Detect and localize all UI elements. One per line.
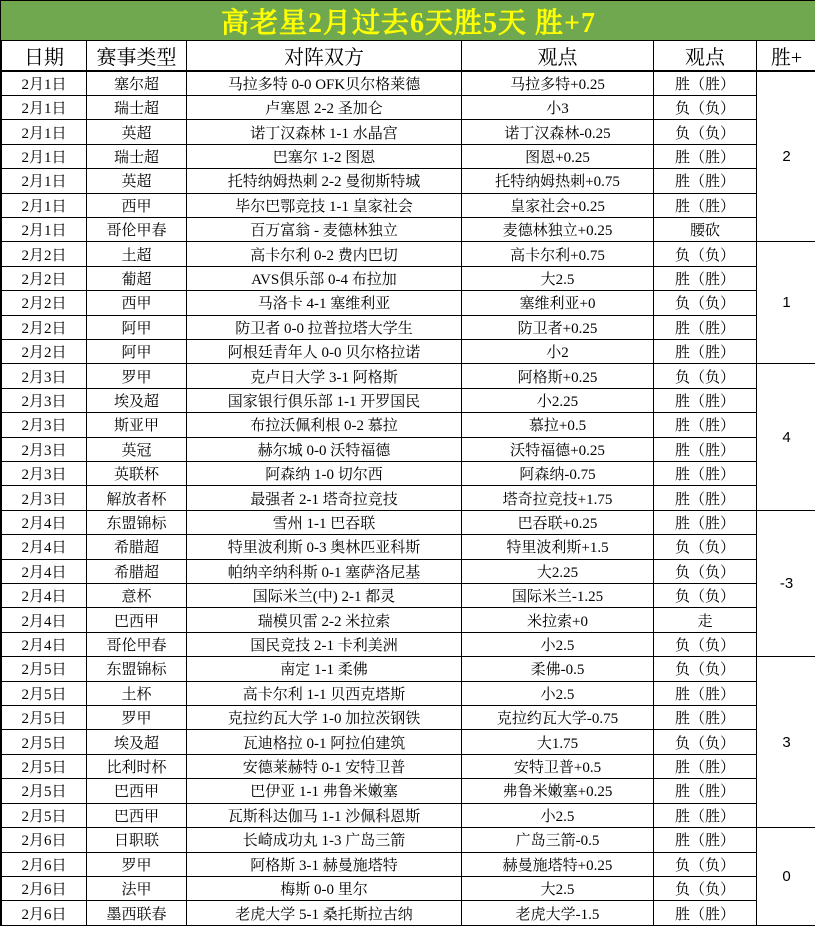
- date-cell: 2月3日: [2, 364, 87, 388]
- pick-cell: 巴吞联+0.25: [462, 510, 654, 534]
- result-cell: 负（负）: [654, 535, 757, 559]
- daily-score-cell: 2: [757, 71, 815, 242]
- date-cell: 2月4日: [2, 559, 87, 583]
- table-row: [2, 242, 815, 266]
- date-cell: 2月2日: [2, 242, 87, 266]
- result-cell: 胜（胜）: [654, 901, 757, 926]
- match-cell: 克卢日大学 3-1 阿格斯: [187, 364, 462, 388]
- pick-cell: 阿格斯+0.25: [462, 364, 654, 388]
- table-row: [2, 193, 815, 217]
- pick-cell: 米拉索+0: [462, 608, 654, 632]
- date-cell: 2月2日: [2, 291, 87, 315]
- match-cell: 国家银行俱乐部 1-1 开罗国民: [187, 388, 462, 412]
- date-cell: 2月2日: [2, 266, 87, 290]
- league-cell: 巴西甲: [87, 803, 187, 827]
- match-cell: 国际米兰(中) 2-1 都灵: [187, 584, 462, 608]
- pick-cell: 赫曼施塔特+0.25: [462, 852, 654, 876]
- result-cell: 负（负）: [654, 632, 757, 656]
- result-cell: 负（负）: [654, 559, 757, 583]
- table-row: [2, 437, 815, 461]
- league-cell: 英超: [87, 169, 187, 193]
- table-row: [2, 779, 815, 803]
- result-cell: 走: [654, 608, 757, 632]
- pick-cell: 柔佛-0.5: [462, 657, 654, 681]
- match-cell: 梅斯 0-0 里尔: [187, 876, 462, 900]
- match-cell: 老虎大学 5-1 桑托斯拉古纳: [187, 901, 462, 926]
- league-cell: 英超: [87, 120, 187, 144]
- date-cell: 2月5日: [2, 657, 87, 681]
- match-cell: 阿森纳 1-0 切尔西: [187, 462, 462, 486]
- match-cell: 赫尔城 0-0 沃特福德: [187, 437, 462, 461]
- match-cell: 瓦迪格拉 0-1 阿拉伯建筑: [187, 730, 462, 754]
- date-cell: 2月3日: [2, 462, 87, 486]
- result-cell: 胜（胜）: [654, 486, 757, 510]
- table-row: [2, 510, 815, 534]
- match-cell: 防卫者 0-0 拉普拉塔大学生: [187, 315, 462, 339]
- league-cell: 东盟锦标: [87, 510, 187, 534]
- pick-cell: 广岛三箭-0.5: [462, 828, 654, 852]
- match-cell: 瓦斯科达伽马 1-1 沙佩科恩斯: [187, 803, 462, 827]
- table-row: [2, 486, 815, 510]
- pick-cell: 小2: [462, 339, 654, 363]
- date-cell: 2月4日: [2, 632, 87, 656]
- result-cell: 胜（胜）: [654, 828, 757, 852]
- pick-cell: 小2.5: [462, 803, 654, 827]
- result-cell: 负（负）: [654, 120, 757, 144]
- result-cell: 胜（胜）: [654, 510, 757, 534]
- league-cell: 阿甲: [87, 339, 187, 363]
- match-cell: 百万富翁 - 麦德林独立: [187, 217, 462, 241]
- table-row: [2, 291, 815, 315]
- column-header-date: 日期: [2, 41, 87, 72]
- result-cell: 胜（胜）: [654, 779, 757, 803]
- result-cell: 胜（胜）: [654, 339, 757, 363]
- result-cell: 负（负）: [654, 730, 757, 754]
- result-cell: 负（负）: [654, 657, 757, 681]
- column-header-match: 对阵双方: [187, 41, 462, 72]
- column-header-pick: 观点: [462, 41, 654, 72]
- result-cell: 负（负）: [654, 291, 757, 315]
- league-cell: 解放者杯: [87, 486, 187, 510]
- pick-cell: 麦德林独立+0.25: [462, 217, 654, 241]
- league-cell: 墨西联春: [87, 901, 187, 926]
- league-cell: 法甲: [87, 876, 187, 900]
- match-cell: 安德莱赫特 0-1 安特卫普: [187, 754, 462, 778]
- table-header-row: [2, 41, 815, 72]
- league-cell: 巴西甲: [87, 608, 187, 632]
- table-row: [2, 632, 815, 656]
- match-cell: 巴塞尔 1-2 图恩: [187, 144, 462, 168]
- table-row: [2, 730, 815, 754]
- league-cell: 哥伦甲春: [87, 217, 187, 241]
- pick-cell: 特里波利斯+1.5: [462, 535, 654, 559]
- date-cell: 2月1日: [2, 217, 87, 241]
- league-cell: 土超: [87, 242, 187, 266]
- column-header-league: 赛事类型: [87, 41, 187, 72]
- pick-cell: 小2.5: [462, 681, 654, 705]
- league-cell: 日职联: [87, 828, 187, 852]
- table-row: [2, 339, 815, 363]
- table-row: [2, 828, 815, 852]
- league-cell: 塞尔超: [87, 71, 187, 95]
- table-row: [2, 120, 815, 144]
- result-cell: 负（负）: [654, 242, 757, 266]
- match-cell: 最强者 2-1 塔奇拉竞技: [187, 486, 462, 510]
- match-cell: 卢塞恩 2-2 圣加仑: [187, 95, 462, 119]
- pick-cell: 皇家社会+0.25: [462, 193, 654, 217]
- date-cell: 2月1日: [2, 120, 87, 144]
- match-cell: 布拉沃佩利根 0-2 慕拉: [187, 413, 462, 437]
- pick-cell: 马拉多特+0.25: [462, 71, 654, 95]
- result-cell: 胜（胜）: [654, 462, 757, 486]
- league-cell: 希腊超: [87, 535, 187, 559]
- date-cell: 2月5日: [2, 803, 87, 827]
- result-cell: 胜（胜）: [654, 754, 757, 778]
- table-row: [2, 95, 815, 119]
- result-cell: 负（负）: [654, 876, 757, 900]
- daily-score-cell: 4: [757, 364, 815, 510]
- result-cell: 负（负）: [654, 364, 757, 388]
- match-cell: 毕尔巴鄂竞技 1-1 皇家社会: [187, 193, 462, 217]
- pick-cell: 安特卫普+0.5: [462, 754, 654, 778]
- date-cell: 2月2日: [2, 315, 87, 339]
- table-row: [2, 608, 815, 632]
- date-cell: 2月1日: [2, 95, 87, 119]
- date-cell: 2月3日: [2, 437, 87, 461]
- match-cell: 南定 1-1 柔佛: [187, 657, 462, 681]
- pick-cell: 塞维利亚+0: [462, 291, 654, 315]
- date-cell: 2月5日: [2, 754, 87, 778]
- match-cell: AVS俱乐部 0-4 布拉加: [187, 266, 462, 290]
- table-row: [2, 657, 815, 681]
- column-header-score: 胜+: [757, 41, 815, 72]
- date-cell: 2月6日: [2, 876, 87, 900]
- date-cell: 2月3日: [2, 388, 87, 412]
- table-row: [2, 535, 815, 559]
- league-cell: 巴西甲: [87, 779, 187, 803]
- table-row: [2, 681, 815, 705]
- page-title: 高老星2月过去6天胜5天 胜+7: [221, 7, 596, 39]
- match-cell: 阿根廷青年人 0-0 贝尔格拉诺: [187, 339, 462, 363]
- match-cell: 特里波利斯 0-3 奥林匹亚科斯: [187, 535, 462, 559]
- league-cell: 罗甲: [87, 706, 187, 730]
- table-row: [2, 584, 815, 608]
- match-cell: 克拉约瓦大学 1-0 加拉茨钢铁: [187, 706, 462, 730]
- pick-cell: 小2.5: [462, 632, 654, 656]
- date-cell: 2月4日: [2, 535, 87, 559]
- table-row: [2, 144, 815, 168]
- table-row: [2, 388, 815, 412]
- date-cell: 2月1日: [2, 193, 87, 217]
- match-cell: 高卡尔利 0-2 费内巴切: [187, 242, 462, 266]
- pick-cell: 大1.75: [462, 730, 654, 754]
- pick-cell: 国际米兰-1.25: [462, 584, 654, 608]
- pick-cell: 塔奇拉竞技+1.75: [462, 486, 654, 510]
- match-cell: 阿格斯 3-1 赫曼施塔特: [187, 852, 462, 876]
- date-cell: 2月4日: [2, 608, 87, 632]
- pick-cell: 小3: [462, 95, 654, 119]
- league-cell: 英联杯: [87, 462, 187, 486]
- match-cell: 托特纳姆热刺 2-2 曼彻斯特城: [187, 169, 462, 193]
- match-cell: 帕纳辛纳科斯 0-1 塞萨洛尼基: [187, 559, 462, 583]
- column-header-result: 观点: [654, 41, 757, 72]
- table-row: [2, 315, 815, 339]
- date-cell: 2月5日: [2, 730, 87, 754]
- table-row: [2, 266, 815, 290]
- pick-cell: 图恩+0.25: [462, 144, 654, 168]
- pick-cell: 大2.25: [462, 559, 654, 583]
- league-cell: 瑞士超: [87, 144, 187, 168]
- table-row: [2, 803, 815, 827]
- league-cell: 罗甲: [87, 364, 187, 388]
- league-cell: 东盟锦标: [87, 657, 187, 681]
- league-cell: 希腊超: [87, 559, 187, 583]
- pick-cell: 老虎大学-1.5: [462, 901, 654, 926]
- pick-cell: 弗鲁米嫩塞+0.25: [462, 779, 654, 803]
- table-row: [2, 169, 815, 193]
- pick-cell: 大2.5: [462, 876, 654, 900]
- result-cell: 胜（胜）: [654, 169, 757, 193]
- date-cell: 2月4日: [2, 584, 87, 608]
- daily-score-cell: 1: [757, 242, 815, 364]
- league-cell: 比利时杯: [87, 754, 187, 778]
- date-cell: 2月1日: [2, 144, 87, 168]
- daily-score-cell: 0: [757, 828, 815, 926]
- result-cell: 负（负）: [654, 584, 757, 608]
- results-table-body: [2, 71, 815, 926]
- result-cell: 胜（胜）: [654, 144, 757, 168]
- table-row: [2, 852, 815, 876]
- league-cell: 瑞士超: [87, 95, 187, 119]
- results-table: [1, 40, 815, 926]
- match-cell: 高卡尔利 1-1 贝西克塔斯: [187, 681, 462, 705]
- date-cell: 2月5日: [2, 681, 87, 705]
- title-bar: [1, 0, 815, 40]
- date-cell: 2月2日: [2, 339, 87, 363]
- date-cell: 2月6日: [2, 828, 87, 852]
- result-cell: 胜（胜）: [654, 803, 757, 827]
- date-cell: 2月3日: [2, 413, 87, 437]
- result-cell: 胜（胜）: [654, 706, 757, 730]
- table-row: [2, 462, 815, 486]
- daily-score-cell: 3: [757, 657, 815, 828]
- table-row: [2, 217, 815, 241]
- table-row: [2, 413, 815, 437]
- pick-cell: 阿森纳-0.75: [462, 462, 654, 486]
- league-cell: 西甲: [87, 291, 187, 315]
- result-cell: 胜（胜）: [654, 266, 757, 290]
- league-cell: 阿甲: [87, 315, 187, 339]
- match-cell: 巴伊亚 1-1 弗鲁米嫩塞: [187, 779, 462, 803]
- league-cell: 土杯: [87, 681, 187, 705]
- daily-score-cell: -3: [757, 510, 815, 656]
- league-cell: 英冠: [87, 437, 187, 461]
- result-cell: 胜（胜）: [654, 315, 757, 339]
- pick-cell: 克拉约瓦大学-0.75: [462, 706, 654, 730]
- result-cell: 胜（胜）: [654, 413, 757, 437]
- result-cell: 胜（胜）: [654, 437, 757, 461]
- result-cell: 胜（胜）: [654, 388, 757, 412]
- match-cell: 诺丁汉森林 1-1 水晶宫: [187, 120, 462, 144]
- date-cell: 2月6日: [2, 852, 87, 876]
- date-cell: 2月5日: [2, 706, 87, 730]
- result-cell: 负（负）: [654, 95, 757, 119]
- date-cell: 2月3日: [2, 486, 87, 510]
- pick-cell: 小2.25: [462, 388, 654, 412]
- table-row: [2, 71, 815, 95]
- table-row: [2, 559, 815, 583]
- date-cell: 2月6日: [2, 901, 87, 926]
- match-cell: 马洛卡 4-1 塞维利亚: [187, 291, 462, 315]
- table-row: [2, 876, 815, 900]
- match-cell: 马拉多特 0-0 OFK贝尔格莱德: [187, 71, 462, 95]
- match-cell: 瑞模贝雷 2-2 米拉索: [187, 608, 462, 632]
- pick-cell: 慕拉+0.5: [462, 413, 654, 437]
- pick-cell: 诺丁汉森林-0.25: [462, 120, 654, 144]
- pick-cell: 高卡尔利+0.75: [462, 242, 654, 266]
- league-cell: 斯亚甲: [87, 413, 187, 437]
- result-cell: 负（负）: [654, 852, 757, 876]
- result-cell: 胜（胜）: [654, 681, 757, 705]
- table-row: [2, 364, 815, 388]
- league-cell: 哥伦甲春: [87, 632, 187, 656]
- league-cell: 罗甲: [87, 852, 187, 876]
- match-cell: 长崎成功丸 1-3 广岛三箭: [187, 828, 462, 852]
- result-cell: 胜（胜）: [654, 193, 757, 217]
- league-cell: 意杯: [87, 584, 187, 608]
- pick-cell: 沃特福德+0.25: [462, 437, 654, 461]
- league-cell: 埃及超: [87, 730, 187, 754]
- date-cell: 2月1日: [2, 169, 87, 193]
- league-cell: 西甲: [87, 193, 187, 217]
- match-cell: 雪州 1-1 巴吞联: [187, 510, 462, 534]
- pick-cell: 大2.5: [462, 266, 654, 290]
- pick-cell: 防卫者+0.25: [462, 315, 654, 339]
- match-cell: 国民竞技 2-1 卡利美洲: [187, 632, 462, 656]
- pick-cell: 托特纳姆热刺+0.75: [462, 169, 654, 193]
- date-cell: 2月5日: [2, 779, 87, 803]
- date-cell: 2月4日: [2, 510, 87, 534]
- table-row: [2, 706, 815, 730]
- table-row: [2, 754, 815, 778]
- date-cell: 2月1日: [2, 71, 87, 95]
- league-cell: 埃及超: [87, 388, 187, 412]
- result-cell: 胜（胜）: [654, 71, 757, 95]
- table-row: [2, 901, 815, 926]
- result-cell: 腰砍: [654, 217, 757, 241]
- league-cell: 葡超: [87, 266, 187, 290]
